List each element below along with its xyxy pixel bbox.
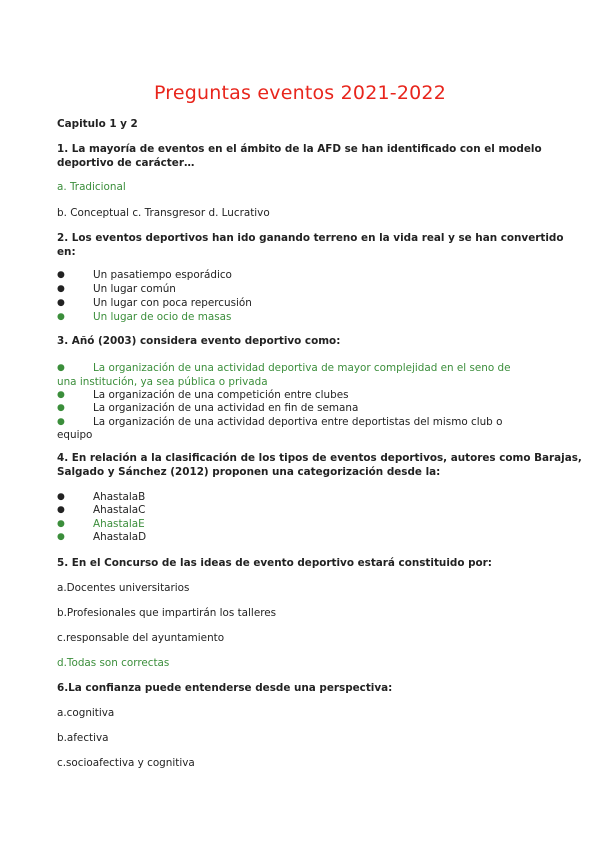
q4-option-a: AhastalaB [93, 491, 146, 503]
q1-other-answers: b. Conceptual c. Transgresor d. Lucrativo [57, 207, 270, 219]
bullet-icon: ● [57, 505, 65, 515]
q1-question-line1: 1. La mayoría de eventos en el ámbito de la AFD se han identificado con el modelo [57, 143, 542, 155]
bullet-icon: ● [57, 312, 65, 322]
q3-option-b: La organización de una competición entre clubes [93, 389, 349, 401]
bullet-icon: ● [57, 519, 65, 529]
bullet-icon: ● [57, 363, 65, 373]
q4-question-line1: 4. En relación a la clasificación de los tipos de eventos deportivos, autores como Barajas, [57, 452, 582, 464]
q5-option-c: c.responsable del ayuntamiento [57, 632, 225, 644]
q2-option-b: Un lugar común [93, 283, 176, 295]
bullet-icon: ● [57, 403, 65, 413]
q3-option-a-correct-line1: La organización de una actividad deportiva de mayor complejidad en el seno de [93, 362, 511, 374]
q1-correct-answer: a. Tradicional [57, 181, 126, 193]
q6-option-c: c.socioafectiva y cognitiva [57, 757, 195, 769]
q3-question: 3. Añó (2003) considera evento deportivo como: [57, 335, 341, 347]
chapter-heading: Capitulo 1 y 2 [57, 118, 138, 130]
bullet-icon: ● [57, 390, 65, 400]
bullet-icon: ● [57, 417, 65, 427]
q1-question-line2: deportivo de carácter… [57, 157, 195, 169]
bullet-icon: ● [57, 284, 65, 294]
q4-question-line2: Salgado y Sánchez (2012) proponen una categorización desde la: [57, 466, 441, 478]
q6-option-b: b.afectiva [57, 732, 109, 744]
q3-option-c: La organización de una actividad en fin de semana [93, 402, 359, 414]
bullet-icon: ● [57, 298, 65, 308]
q2-question-line2: en: [57, 246, 76, 258]
q3-option-d-line2: equipo [57, 429, 93, 441]
q2-option-a: Un pasatiempo esporádico [93, 269, 232, 281]
q3-option-a-correct-line2: una institución, ya sea pública o privada [57, 376, 268, 388]
q5-option-b: b.Profesionales que impartirán los talleres [57, 607, 277, 619]
bullet-icon: ● [57, 532, 65, 542]
q2-option-d-correct: Un lugar de ocio de masas [93, 311, 232, 323]
q4-option-c-correct: AhastalaE [93, 518, 145, 530]
q2-question-line1: 2. Los eventos deportivos han ido ganando terreno en la vida real y se han convertido [57, 232, 564, 244]
q4-option-d: AhastalaD [93, 531, 147, 543]
q2-option-c: Un lugar con poca repercusión [93, 297, 252, 309]
bullet-icon: ● [57, 270, 65, 280]
q6-question: 6.La confianza puede entenderse desde una perspectiva: [57, 682, 393, 694]
q5-option-d-correct: d.Todas son correctas [57, 657, 170, 669]
q5-option-a: a.Docentes universitarios [57, 582, 190, 594]
page-title: Preguntas eventos 2021-2022 [153, 82, 447, 104]
q4-option-b: AhastalaC [93, 504, 146, 516]
bullet-icon: ● [57, 492, 65, 502]
q3-option-d-line1: La organización de una actividad deportiva entre deportistas del mismo club o [93, 416, 503, 428]
q5-question: 5. En el Concurso de las ideas de evento deportivo estará constituido por: [57, 557, 492, 569]
q6-option-a: a.cognitiva [57, 707, 115, 719]
